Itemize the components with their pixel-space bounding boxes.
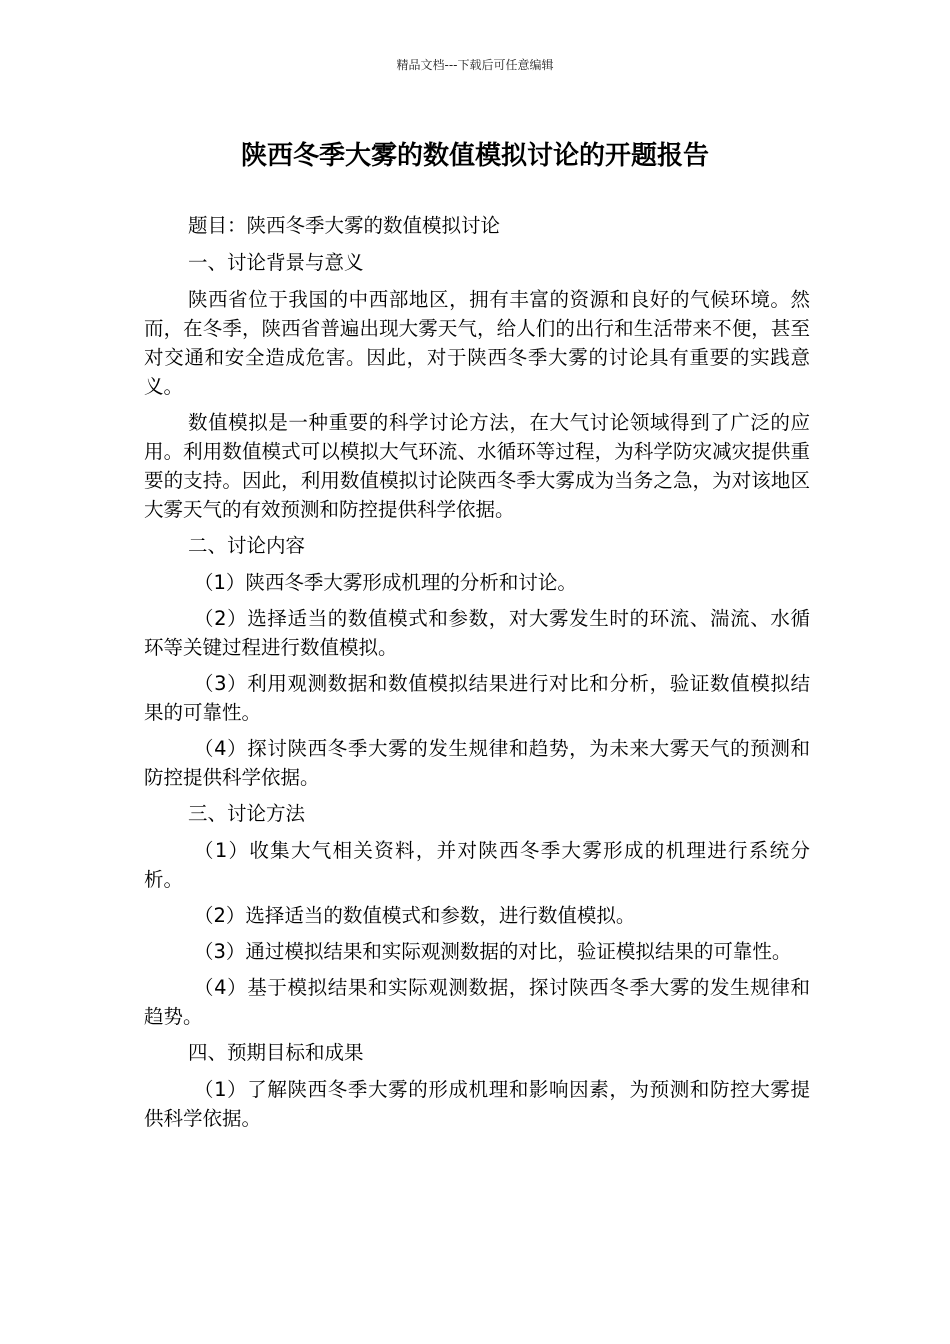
list-item: （2）选择适当的数值模式和参数，对大雾发生时的环流、湍流、水循环等关键过程进行数值模拟。	[144, 607, 810, 659]
list-item: （3）利用观测数据和数值模拟结果进行对比和分析，验证数值模拟结果的可靠性。	[144, 672, 810, 724]
document-body	[144, 211, 810, 1140]
paragraph: 数值模拟是一种重要的科学讨论方法，在大气讨论领域得到了广泛的应用。利用数值模式可以模拟大气环流、水循环等过程，为科学防灾减灾提供重要的支持。因此，利用数值模拟讨论陕西冬季大雾成为当务之急，为对该地区大雾天气的有效预测和防控提供科学依据。	[144, 411, 810, 521]
list-item: （1）收集大气相关资料，并对陕西冬季大雾形成的机理进行系统分析。	[144, 839, 810, 891]
list-item: （2）选择适当的数值模式和参数，进行数值模拟。	[194, 904, 636, 927]
paragraph: 陕西省位于我国的中西部地区，拥有丰富的资源和良好的气候环境。然而，在冬季，陕西省普遍出现大雾天气，给人们的出行和生活带来不便，甚至对交通和安全造成危害。因此，对于陕西冬季大雾的讨论具有重要的实践意义。	[144, 288, 810, 398]
document-title: 陕西冬季大雾的数值模拟讨论的开题报告	[240, 141, 709, 171]
section-heading-background: 一、讨论背景与意义	[188, 251, 364, 274]
section-heading-methods: 三、讨论方法	[188, 802, 306, 825]
list-item: （1）陕西冬季大雾形成机理的分析和讨论。	[194, 571, 577, 594]
list-item: （4）基于模拟结果和实际观测数据，探讨陕西冬季大雾的发生规律和趋势。	[144, 976, 810, 1028]
list-item: （1）了解陕西冬季大雾的形成机理和影响因素，为预测和防控大雾提供科学依据。	[144, 1078, 810, 1130]
topic-line: 题目：陕西冬季大雾的数值模拟讨论	[188, 214, 501, 237]
list-item: （4）探讨陕西冬季大雾的发生规律和趋势，为未来大雾天气的预测和防控提供科学依据。	[144, 737, 810, 789]
header-note: 精品文档---下载后可任意编辑	[396, 58, 554, 72]
list-item: （3）通过模拟结果和实际观测数据的对比，验证模拟结果的可靠性。	[194, 940, 792, 963]
section-heading-content: 二、讨论内容	[188, 534, 306, 557]
section-heading-goals: 四、预期目标和成果	[188, 1041, 364, 1064]
